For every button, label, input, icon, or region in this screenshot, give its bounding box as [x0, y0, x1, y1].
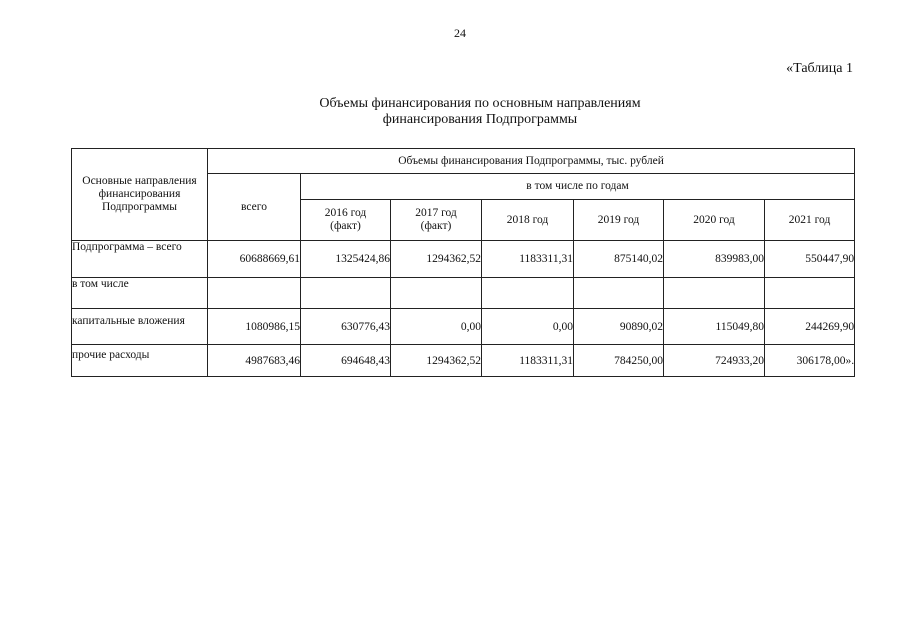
cell-total: 60688669,61 — [208, 241, 301, 278]
header-year-2017: 2017 год (факт) — [391, 200, 482, 241]
title-line-1: Объемы финансирования по основным направлениям — [319, 96, 641, 111]
title-line-2: финансирования Подпрограммы — [382, 112, 578, 127]
cell-total — [208, 278, 301, 309]
cell-2017 — [391, 278, 482, 309]
cell-2021 — [765, 278, 855, 309]
header-row-1 — [72, 149, 855, 174]
header-year-2021: 2021 год — [765, 200, 855, 241]
cell-2021: 550447,90 — [765, 241, 855, 278]
page-number: 24 — [454, 26, 466, 40]
cell-2016: 694648,43 — [301, 345, 391, 377]
header-year-2018: 2018 год — [482, 200, 574, 241]
header-by-years: в том числе по годам — [301, 174, 855, 200]
header-total: всего — [208, 174, 301, 241]
cell-2016: 1325424,86 — [301, 241, 391, 278]
row-label: прочие расходы — [72, 345, 208, 377]
table-row — [72, 345, 855, 377]
cell-total: 1080986,15 — [208, 309, 301, 345]
cell-2017: 1294362,52 — [391, 241, 482, 278]
cell-2019 — [574, 278, 664, 309]
header-year-2020: 2020 год — [664, 200, 765, 241]
cell-2020: 839983,00 — [664, 241, 765, 278]
cell-2016: 630776,43 — [301, 309, 391, 345]
cell-2020: 115049,80 — [664, 309, 765, 345]
cell-2019: 875140,02 — [574, 241, 664, 278]
cell-total: 4987683,46 — [208, 345, 301, 377]
cell-2021: 244269,90 — [765, 309, 855, 345]
cell-2020: 724933,20 — [664, 345, 765, 377]
cell-2017: 0,00 — [391, 309, 482, 345]
header-directions: Основные направления финансирования Подпрограммы — [72, 149, 208, 241]
header-year-2019: 2019 год — [574, 200, 664, 241]
header-volumes: Объемы финансирования Подпрограммы, тыс. рублей — [208, 149, 855, 174]
row-label: в том числе — [72, 278, 208, 309]
cell-2017: 1294362,52 — [391, 345, 482, 377]
cell-2018: 0,00 — [482, 309, 574, 345]
row-label: Подпрограмма – всего — [72, 241, 208, 278]
document-title — [0, 96, 905, 128]
cell-2019: 784250,00 — [574, 345, 664, 377]
cell-2020 — [664, 278, 765, 309]
cell-2018: 1183311,31 — [482, 241, 574, 278]
table-row — [72, 278, 855, 309]
cell-2016 — [301, 278, 391, 309]
table-caption: «Таблица 1 — [786, 61, 853, 76]
table-row — [72, 309, 855, 345]
header-year-2016: 2016 год (факт) — [301, 200, 391, 241]
table-row — [72, 241, 855, 278]
cell-2021: 306178,00». — [765, 345, 855, 377]
cell-2018: 1183311,31 — [482, 345, 574, 377]
financing-table — [71, 148, 855, 377]
row-label: капитальные вложения — [72, 309, 208, 345]
cell-2018 — [482, 278, 574, 309]
cell-2019: 90890,02 — [574, 309, 664, 345]
